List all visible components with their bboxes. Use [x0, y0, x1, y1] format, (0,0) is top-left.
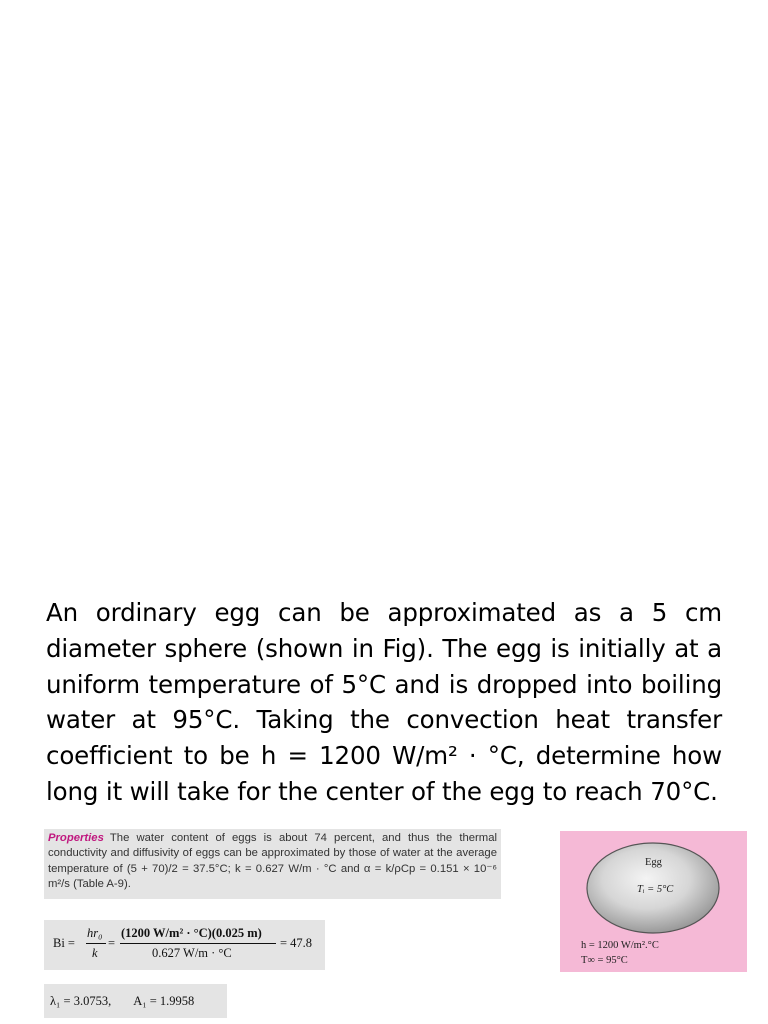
problem-statement: An ordinary egg can be approximated as a 5 cm diameter sphere (shown in Fig). The egg is initially at a uniform temperature of 5°C and is dropped into boiling water at 95°C. Taking the convection heat transfer coefficient to be h = 1200 W/m² · °C, determine how long it will take for the center of the egg to reach 70°C. [46, 598, 722, 806]
biot-numerator-symbolic: hr₀ [87, 926, 103, 940]
properties-box [44, 829, 501, 899]
ambient-temperature-label: T∞ = 95°C [581, 955, 628, 966]
lambda-value: λ₁ = 3.0753, [50, 994, 112, 1008]
a-value: A₁ = 1.9958 [133, 994, 195, 1008]
biot-denominator-symbolic: k [92, 946, 98, 960]
initial-temperature-label: Tᵢ = 5°C [637, 884, 674, 895]
properties-label: Properties [48, 832, 104, 844]
convection-coefficient-label: h = 1200 W/m².°C [581, 940, 659, 951]
biot-equals: = [108, 936, 116, 950]
biot-numerator-numeric: (1200 W/m² · °C)(0.025 m) [121, 926, 262, 940]
biot-denominator-numeric: 0.627 W/m · °C [152, 946, 232, 960]
eigenvalue-coefficients [44, 984, 227, 1018]
properties-text: The water content of eggs is about 74 percent, and thus the thermal conductivity and diffusivity of eggs can be approximated by those of water at the average temperature of (5 + 70)/2 = 37.5°C; k = 0.627 W/m · °C and α = k/ρCp = 0.151 × 10⁻⁶ m²/s (Table A-9). [48, 832, 497, 891]
egg-label: Egg [645, 857, 662, 868]
biot-number-equation [44, 920, 325, 970]
biot-result: = 47.8 [280, 936, 313, 950]
egg-figure [560, 831, 747, 972]
fraction-bar [86, 943, 106, 944]
fraction-bar [120, 943, 276, 944]
biot-lhs: Bi = [53, 936, 75, 950]
